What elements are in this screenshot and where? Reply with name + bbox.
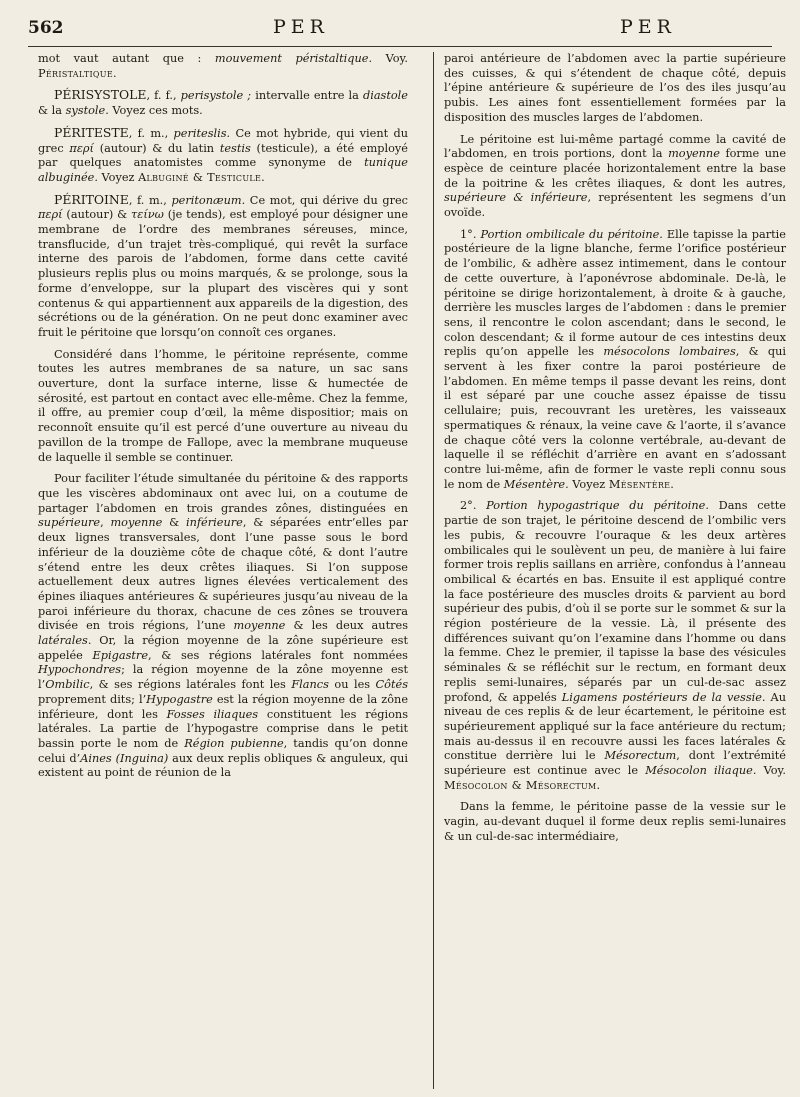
entry-peritoine: PÉRITOINE, f. m., peritonæum. Ce mot, qui dérive du grec περί (autour) & τείνω (je tends), est employé pour désigner une membrane de l’ordre des membranes séreuses, mince, transflucide, d’un trajet très-compliqué, qui revêt la surface interne des parois de l’abdomen, forme dans cette cavité plusieurs replis plus ou moins marqués, & se prolonge, sous la forme d’enveloppe, sur la plupart des viscères qui y sont contenus & qui appartiennent aux appareils de la digestion, des sécrétions ou de la génération. On ne peut donc examiner avec fruit le péritoine que lorsqu’on connoît ces organes. — [38, 191, 409, 339]
paragraph-pour-faciliter: Pour faciliter l’étude simultanée du péritoine & des rapports que les viscères abdominaux ont avec lui, on a coutume de partager l’abdomen en trois grandes zônes, distinguées en supérieure, moyenne & inférieure, & séparées entr’elles par deux lignes transversales, dont l’une passe sous le bord inférieur de la douzième côte de chaque côté, & dont l’autre s’étend entre les deux crêtes iliaques. Si l’on suppose actuellement deux autres lignes élevées verticalement des épines iliaques antérieures & supérieures jusqu’au niveau de la paroi inférieure du thorax, chacune de ces zônes se trouvera divisée en trois régions, l’une moyenne & les deux autres latérales. Or, la région moyenne de la zône supérieure est appelée Epigastre, & ses régions latérales font nommées Hypochondres; la région moyenne de la zône moyenne est l’Ombilic, & ses régions latérales font les Flancs ou les Côtés proprement dits; l’Hypogastre est la région moyenne de la zône inférieure, dont les Fosses iliaques constituent les régions latérales. La partie de l’hypogastre comprise dans le petit bassin porte le nom de Région pubienne, tandis qu’on donne celui d’Aines (Inguina) aux deux replis obliques & anguleux, qui existent au point de réunion de la — [38, 472, 409, 780]
paragraph-le-peritoine: Le péritoine est lui-même partagé comme la cavité de l’abdomen, en trois portions, dont la moyenne forme une espèce de ceinture placée horizontalement entre la base de la poitrine & les crêtes iliaques, & dont les autres, supérieure & inférieure, représentent les segmens d’un ovoïde. — [444, 132, 787, 220]
paragraph-portion-ombilicale: 1°. Portion ombilicale du péritoine. Elle tapisse la partie postérieure de la ligne blanche, ferme l’orifice postérieur de l’ombilic, & adhère assez intimement, dans le contour de cette ouverture, à l’aponévrose abdominale. De-là, le péritoine se dirige horizontalement, à droite & à gauche, derrière les muscles larges de l’abdomen : dans le premier sens, il rencontre le colon ascendant; dans le second, le colon descendant; & il forme autour de ces intestins deux replis qu’on appelle les mésocolons lombaires, & qui servent à les fixer contre la paroi postérieure de l’abdomen. En même temps il passe devant les reins, dont il est séparé par une couche assez épaisse de tissu cellulaire; puis, recouvrant les uretères, les vaisseaux spermatiques & rénaux, la veine cave & l’aorte, il s’avance de chaque côté vers la colonne vertébrale, au-devant de laquelle il se réfléchit d’arrière en avant en s’adossant contre lui-même, afin de former le vaste repli connu sous le nom de Mésentère. Voyez Mésentère. — [444, 227, 786, 491]
page-header — [28, 14, 772, 44]
paragraph-considere: Considéré dans l’homme, le péritoine représente, comme toutes les autres membranes de sa nature, un sac sans ouverture, dont la surface interne, lisse & humectée de sérosité, est partout en contact avec elle-même. Chez la femme, il offre, au premier coup d’œil, la même dispositior; mais on reconnoît ensuite qu’il est percé d’une ouverture au niveau du pavillon de la trompe de Fallope, avec la membrane muqueuse de laquelle il semble se continuer. — [38, 347, 408, 464]
paragraph-portion-hypogastrique: 2°. Portion hypogastrique du péritoine. Dans cette partie de son trajet, le péritoine descend de l’ombilic vers les pubis, & recouvre l’ouraque & les deux artères ombilicales qui le soulèvent un peu, de manière à lui faire former trois replis saillans en arrière, confondus à l’anneau ombilical & écartés en bas. Ensuite il est appliqué contre la face postérieure des muscles droits & parvient au bord supérieur des pubis, d’où il se porte sur le sommet & sur la région postérieure de la vessie. Là, il présente des différences suivant qu’on l’examine dans l’homme ou dans la femme. Chez le premier, il tapisse la base des vésicules séminales & se réfléchit sur le rectum, en formant deux replis semi-lunaires, séparés par un cul-de-sac assez profond, & appelés Ligamens postérieurs de la vessie. Au niveau de ces replis & de leur écartement, le péritoine est supérieurement appliqué sur la face antérieure du rectum; mais au-dessus il en recouvre aussi les faces latérales & constitue derrière lui le Mésorectum, dont l’extrémité supérieure est continue avec le Mésocolon iliaque. Voy. Mésocolon & Mésorectum. — [444, 499, 786, 792]
header-rule — [28, 46, 772, 47]
running-head-left: PER — [273, 16, 329, 38]
right-column — [444, 52, 786, 852]
left-column — [38, 52, 408, 788]
entry-perisystole: PÉRISYSTOLE, f. f., perisystole ; intervalle entre la diastole & la systole. Voyez ces mots. — [38, 87, 408, 118]
paragraph-paroi: paroi antérieure de l’abdomen avec la partie supérieure des cuisses, & qui s’étendent de chaque côté, depuis l’épine antérieure & supérieure de l’os des iles jusqu’au pubis. Les aines font essentiellement formées par la disposition des muscles larges de l’abdomen. — [444, 52, 786, 124]
headword: PÉRITOINE — [54, 191, 129, 207]
column-divider — [433, 52, 434, 1089]
peristaltique-tail: mot vaut autant que : mouvement péristaltique. Voy. Péristaltique. — [38, 52, 408, 80]
page-number: 562 — [28, 18, 64, 38]
headword: PÉRITESTE — [54, 124, 129, 140]
running-head-right: PER — [620, 16, 676, 38]
paragraph-dans-la-femme: Dans la femme, le péritoine passe de la vessie sur le vagin, au-devant duquel il forme deux replis semi-lunaires & un cul-de-sac intermédiaire, — [444, 800, 786, 843]
entry-periteste: PÉRITESTE, f. m., periteslis. Ce mot hybride, qui vient du grec περί (autour) & du latin testis (testicule), a été employé par quelques anatomistes comme synonyme de tunique albuginée. Voyez Albuginé & Testicule. — [38, 124, 408, 184]
headword: PÉRISYSTOLE — [54, 87, 147, 103]
